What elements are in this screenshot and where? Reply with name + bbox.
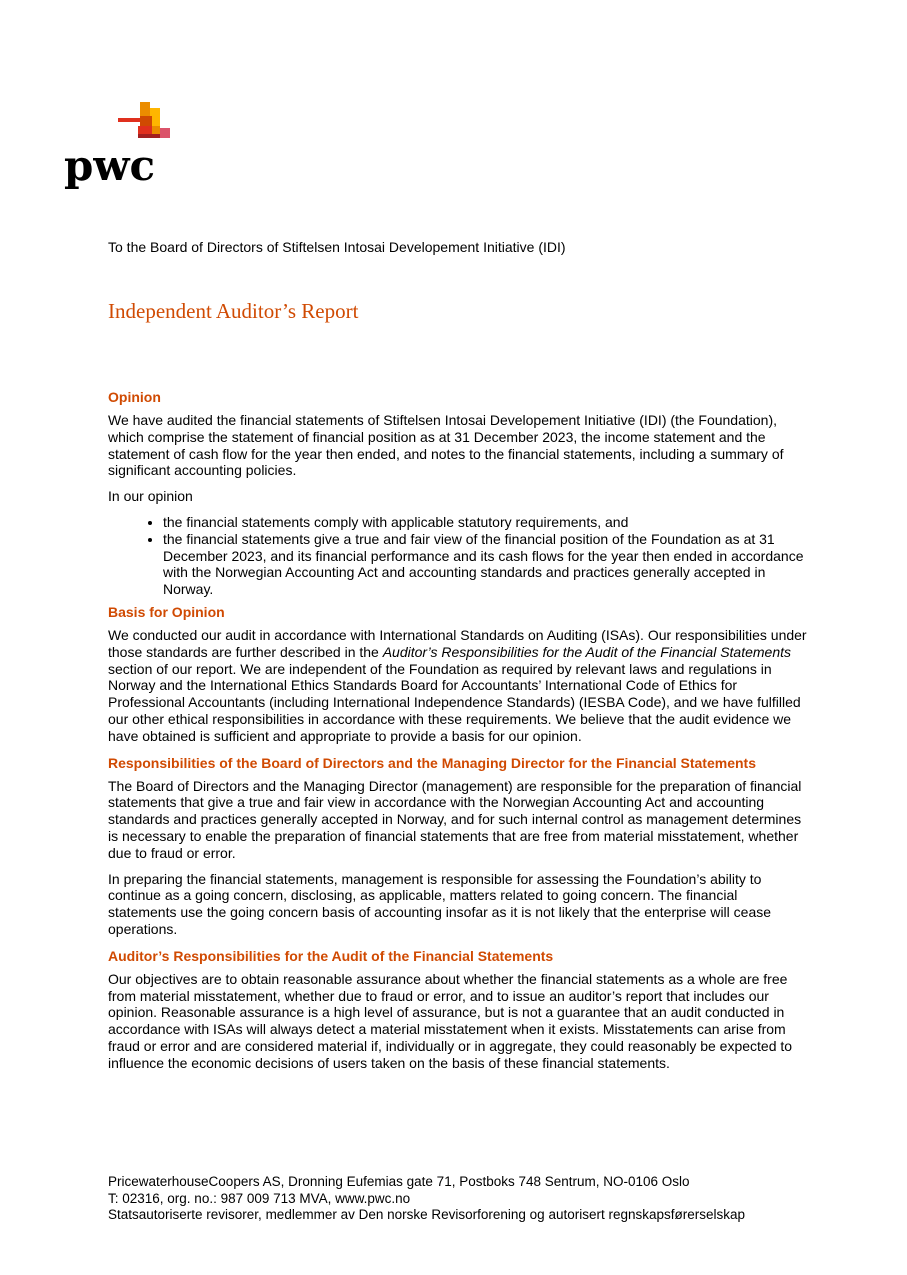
basis-text-end: section of our report. We are independent of the Foundation as required by relevant laws and regulations in Norway and the International Ethics Standards Board for Accountants’ International Code of Ethics for Professional Accountants (including International Independence Standards) (IESBA Code), and we have fulfilled our other ethical responsibilities in accordance with these requirements. We believe that the audit evidence we have obtained is sufficient and appropriate to provide a basis for our opinion. bbox=[108, 660, 801, 744]
basis-heading: Basis for Opinion bbox=[108, 603, 225, 620]
going-concern-paragraph: In preparing the financial statements, management is responsible for assessing the Foundation’s ability to continue as a going concern, disclosing, as applicable, matters related to going concern. The financial statements use the going concern basis of accounting insofar as it is not likely that the enterprise will cease operations. bbox=[108, 870, 772, 937]
opinion-paragraph: We have audited the financial statements of Stiftelsen Intosai Developement Initiative (IDI) (the Foundation), which comprise the statement of financial position as at 31 December 2023, the income statement and the statement of cash flow for the year then ended, and notes to the financial statements, including a summary of significant accounting policies. bbox=[108, 412, 784, 479]
addressee: To the Board of Directors of Stiftelsen Intosai Developement Initiative (IDI) bbox=[108, 239, 566, 255]
board-responsibilities-heading: Responsibilities of the Board of Directors and the Managing Director for the Financial Statements bbox=[108, 754, 756, 771]
opinion-heading: Opinion bbox=[108, 389, 161, 405]
pwc-logo-mark bbox=[118, 102, 170, 138]
opinion-bullet-list bbox=[108, 514, 808, 598]
pwc-logo-wordmark: pwc bbox=[64, 141, 156, 190]
opinion-intro: In our opinion bbox=[108, 488, 193, 505]
report-title: Independent Auditor’s Report bbox=[108, 299, 359, 323]
board-responsibilities-paragraph: The Board of Directors and the Managing Director (management) are responsible for the preparation of financial statements that give a true and fair view in accordance with the Norwegian Accounting Act and accounting standards and practices generally accepted in Norway, and for such internal control as management determines is necessary to enable the preparation of financial statements that are free from material misstatement, whether due to fraud or error. bbox=[108, 777, 802, 861]
pwc-logo bbox=[64, 100, 184, 192]
opinion-bullet: • the financial statements comply with applicable statutory requirements, and bbox=[163, 514, 808, 531]
basis-text-start: We conducted our audit in accordance with International Standards on Auditing (ISAs). Our responsibilities under those standards are further described in the bbox=[108, 626, 807, 660]
report-body bbox=[108, 388, 808, 1081]
footer-legal: Statsautoriserte revisorer, medlemmer av Den norske Revisorforening og autorisert regnskapsførerselskap bbox=[108, 1207, 746, 1222]
footer-contact: T: 02316, org. no.: 987 009 713 MVA, www.pwc.no bbox=[108, 1190, 411, 1206]
basis-text-italic: Auditor’s Responsibilities for the Audit of the Financial Statements bbox=[382, 643, 792, 660]
auditor-responsibilities-paragraph: Our objectives are to obtain reasonable assurance about whether the financial statements as a whole are free from material misstatement, whether due to fraud or error, and to issue an auditor’s report that includes our opinion. Reasonable assurance is a high level of assurance, but is not a guarantee that an audit conducted in accordance with ISAs will always detect a material misstatement when it exists. Misstatements can arise from fraud or error and are considered material if, individually or in aggregate, they could reasonably be expected to influence the economic decisions of users taken on the basis of these financial statements. bbox=[108, 970, 793, 1071]
footer-address: PricewaterhouseCoopers AS, Dronning Eufemias gate 71, Postboks 748 Sentrum, NO-0106 Oslo bbox=[108, 1174, 690, 1189]
page-footer bbox=[108, 1174, 745, 1224]
auditor-responsibilities-heading: Auditor’s Responsibilities for the Audit of the Financial Statements bbox=[108, 947, 554, 964]
basis-paragraph bbox=[108, 627, 808, 745]
opinion-bullet: • the financial statements give a true and fair view of the financial position of the Foundation as at 31 December 2023, and its financial performance and its cash flows for the year then ended in accordance with the Norwegian Accounting Act and accounting standards and practices generally accepted in Norway. bbox=[163, 531, 808, 598]
